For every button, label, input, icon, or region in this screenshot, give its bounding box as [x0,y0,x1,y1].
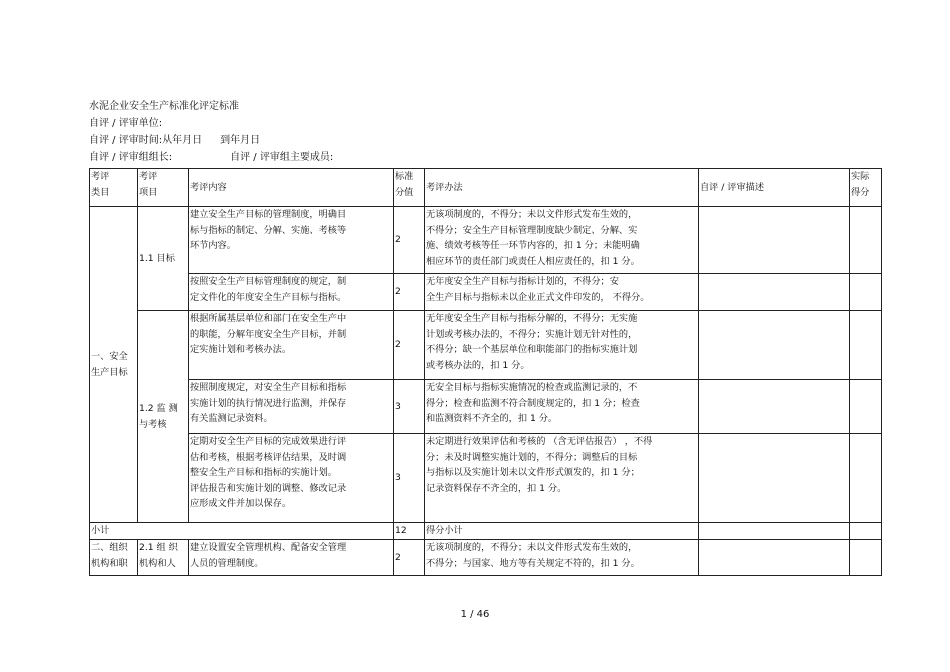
subtotal-row [90,523,882,540]
method-cell: 无该项制度的，不得分；未以文件形式发布生效的， 不得分；安全生产目标管理制度缺少制定、分解、实 施、绩效考核等任一环节内容的，扣 1 分；未能明确 相应环节的责任部门或责任人相应责任的，扣 1 分。 [425,207,699,274]
content-cell: 定期对安全生产目标的完成效果进行评 估和考核，根据考核评估结果，及时调 整安全生产目标和指标的实施计划。 评估报告和实施计划的调整、修改记录 应形成文件并加以保存。 [189,434,394,523]
desc-cell[interactable] [699,540,850,576]
desc-cell[interactable] [699,274,850,311]
score-cell: 2 [394,207,425,274]
content-cell: 按照制度规定，对安全生产目标和指标 实施计划的执行情况进行监测，并保存 有关监测记录资料。 [189,380,394,434]
table-row [90,274,882,311]
method-cell: 未定期进行效果评估和考核的 （含无评估报告） ，不得 分；未及时调整实施计划的，不得分；调整后的目标 与指标以及实施计划未以文件形式颁发的，扣 1 分； 记录资料保存不齐全的，扣 1 分。 [425,434,699,523]
category-cell: 二、组织 机构和职 [90,540,138,576]
content-cell: 建立设置安全管理机构、配备安全管理 人员的管理制度。 [189,540,394,576]
desc-cell[interactable] [699,207,850,274]
desc-cell[interactable] [699,380,850,434]
leader-label: 自评 / 评审组组长: [89,152,173,163]
table-row [90,207,882,274]
table-row [90,380,882,434]
method-cell: 无安全目标与指标实施情况的检查或监测记录的，不 得分；检查和监测不符合制度规定的，扣 1 分；检查 和监测资料不齐全的，扣 1 分。 [425,380,699,434]
table-row [90,311,882,380]
content-cell: 建立安全生产目标的管理制度，明确目 标与指标的制定、分解、实施、考核等 环节内容。 [189,207,394,274]
time-from: 从年月日 [162,135,203,146]
subtotal-label: 小计 [90,523,394,540]
method-cell: 无年度安全生产目标与指标计划的，不得分；安 全生产目标与指标未以企业正式文件印发的， 不得分。 [425,274,699,311]
content-cell: 根据所属基层单位和部门在安全生产中 的职能，分解年度安全生产目标，并制 定实施计划和考核办法。 [189,311,394,380]
subtotal-method: 得分小计 [425,523,699,540]
item-cell: 2.1 组 织 机构和人 [138,540,189,576]
method-cell: 无该项制度的，不得分；未以文件形式发布生效的， 不得分；与国家、地方等有关规定不符的，扣 1 分。 [425,540,699,576]
desc-cell[interactable] [699,523,850,540]
header-category: 考评 类目 [90,169,138,207]
header-method: 考评办法 [425,169,699,207]
actual-score-cell[interactable] [850,540,882,576]
header-content: 考评内容 [189,169,394,207]
members-label: 自评 / 评审组主要成员: [230,152,334,163]
header-actual: 实际 得分 [850,169,882,207]
actual-score-cell[interactable] [850,523,882,540]
item-cell: 1.2 监 测 与考核 [138,311,189,523]
subtotal-score: 12 [394,523,425,540]
review-time-line [89,135,260,147]
header-desc: 自评 / 评审描述 [699,169,850,207]
time-label: 自评 / 评审时间: [89,135,163,146]
table-row [90,540,882,576]
time-to: 到年月日 [220,135,261,146]
unit-label: 自评 / 评审单位: [89,118,163,129]
table-header-row [90,169,882,207]
document-title: 水泥企业安全生产标准化评定标准 [89,101,239,112]
content-cell: 按照安全生产目标管理制度的规定，制 定文件化的年度安全生产目标与指标。 [189,274,394,311]
header-score: 标准 分值 [394,169,425,207]
score-cell: 2 [394,540,425,576]
header-item: 考评 项目 [138,169,189,207]
category-cell: 一、安全 生产目标 [90,207,138,523]
score-cell: 3 [394,434,425,523]
score-cell: 2 [394,311,425,380]
actual-score-cell[interactable] [850,311,882,380]
table-row [90,434,882,523]
desc-cell[interactable] [699,311,850,380]
actual-score-cell[interactable] [850,207,882,274]
actual-score-cell[interactable] [850,274,882,311]
score-cell: 2 [394,274,425,311]
method-cell: 无年度安全生产目标与指标分解的，不得分；无实施 计划或考核办法的，不得分；实施计划无针对性的， 不得分；缺一个基层单位和职能部门的指标实施计划 或考核办法的，扣 1 分。 [425,311,699,380]
item-cell: 1.1 目标 [138,207,189,311]
actual-score-cell[interactable] [850,380,882,434]
evaluation-table [89,168,882,576]
score-cell: 3 [394,380,425,434]
page-number: 1 / 46 [460,609,490,620]
desc-cell[interactable] [699,434,850,523]
review-group-line [89,152,333,164]
actual-score-cell[interactable] [850,434,882,523]
